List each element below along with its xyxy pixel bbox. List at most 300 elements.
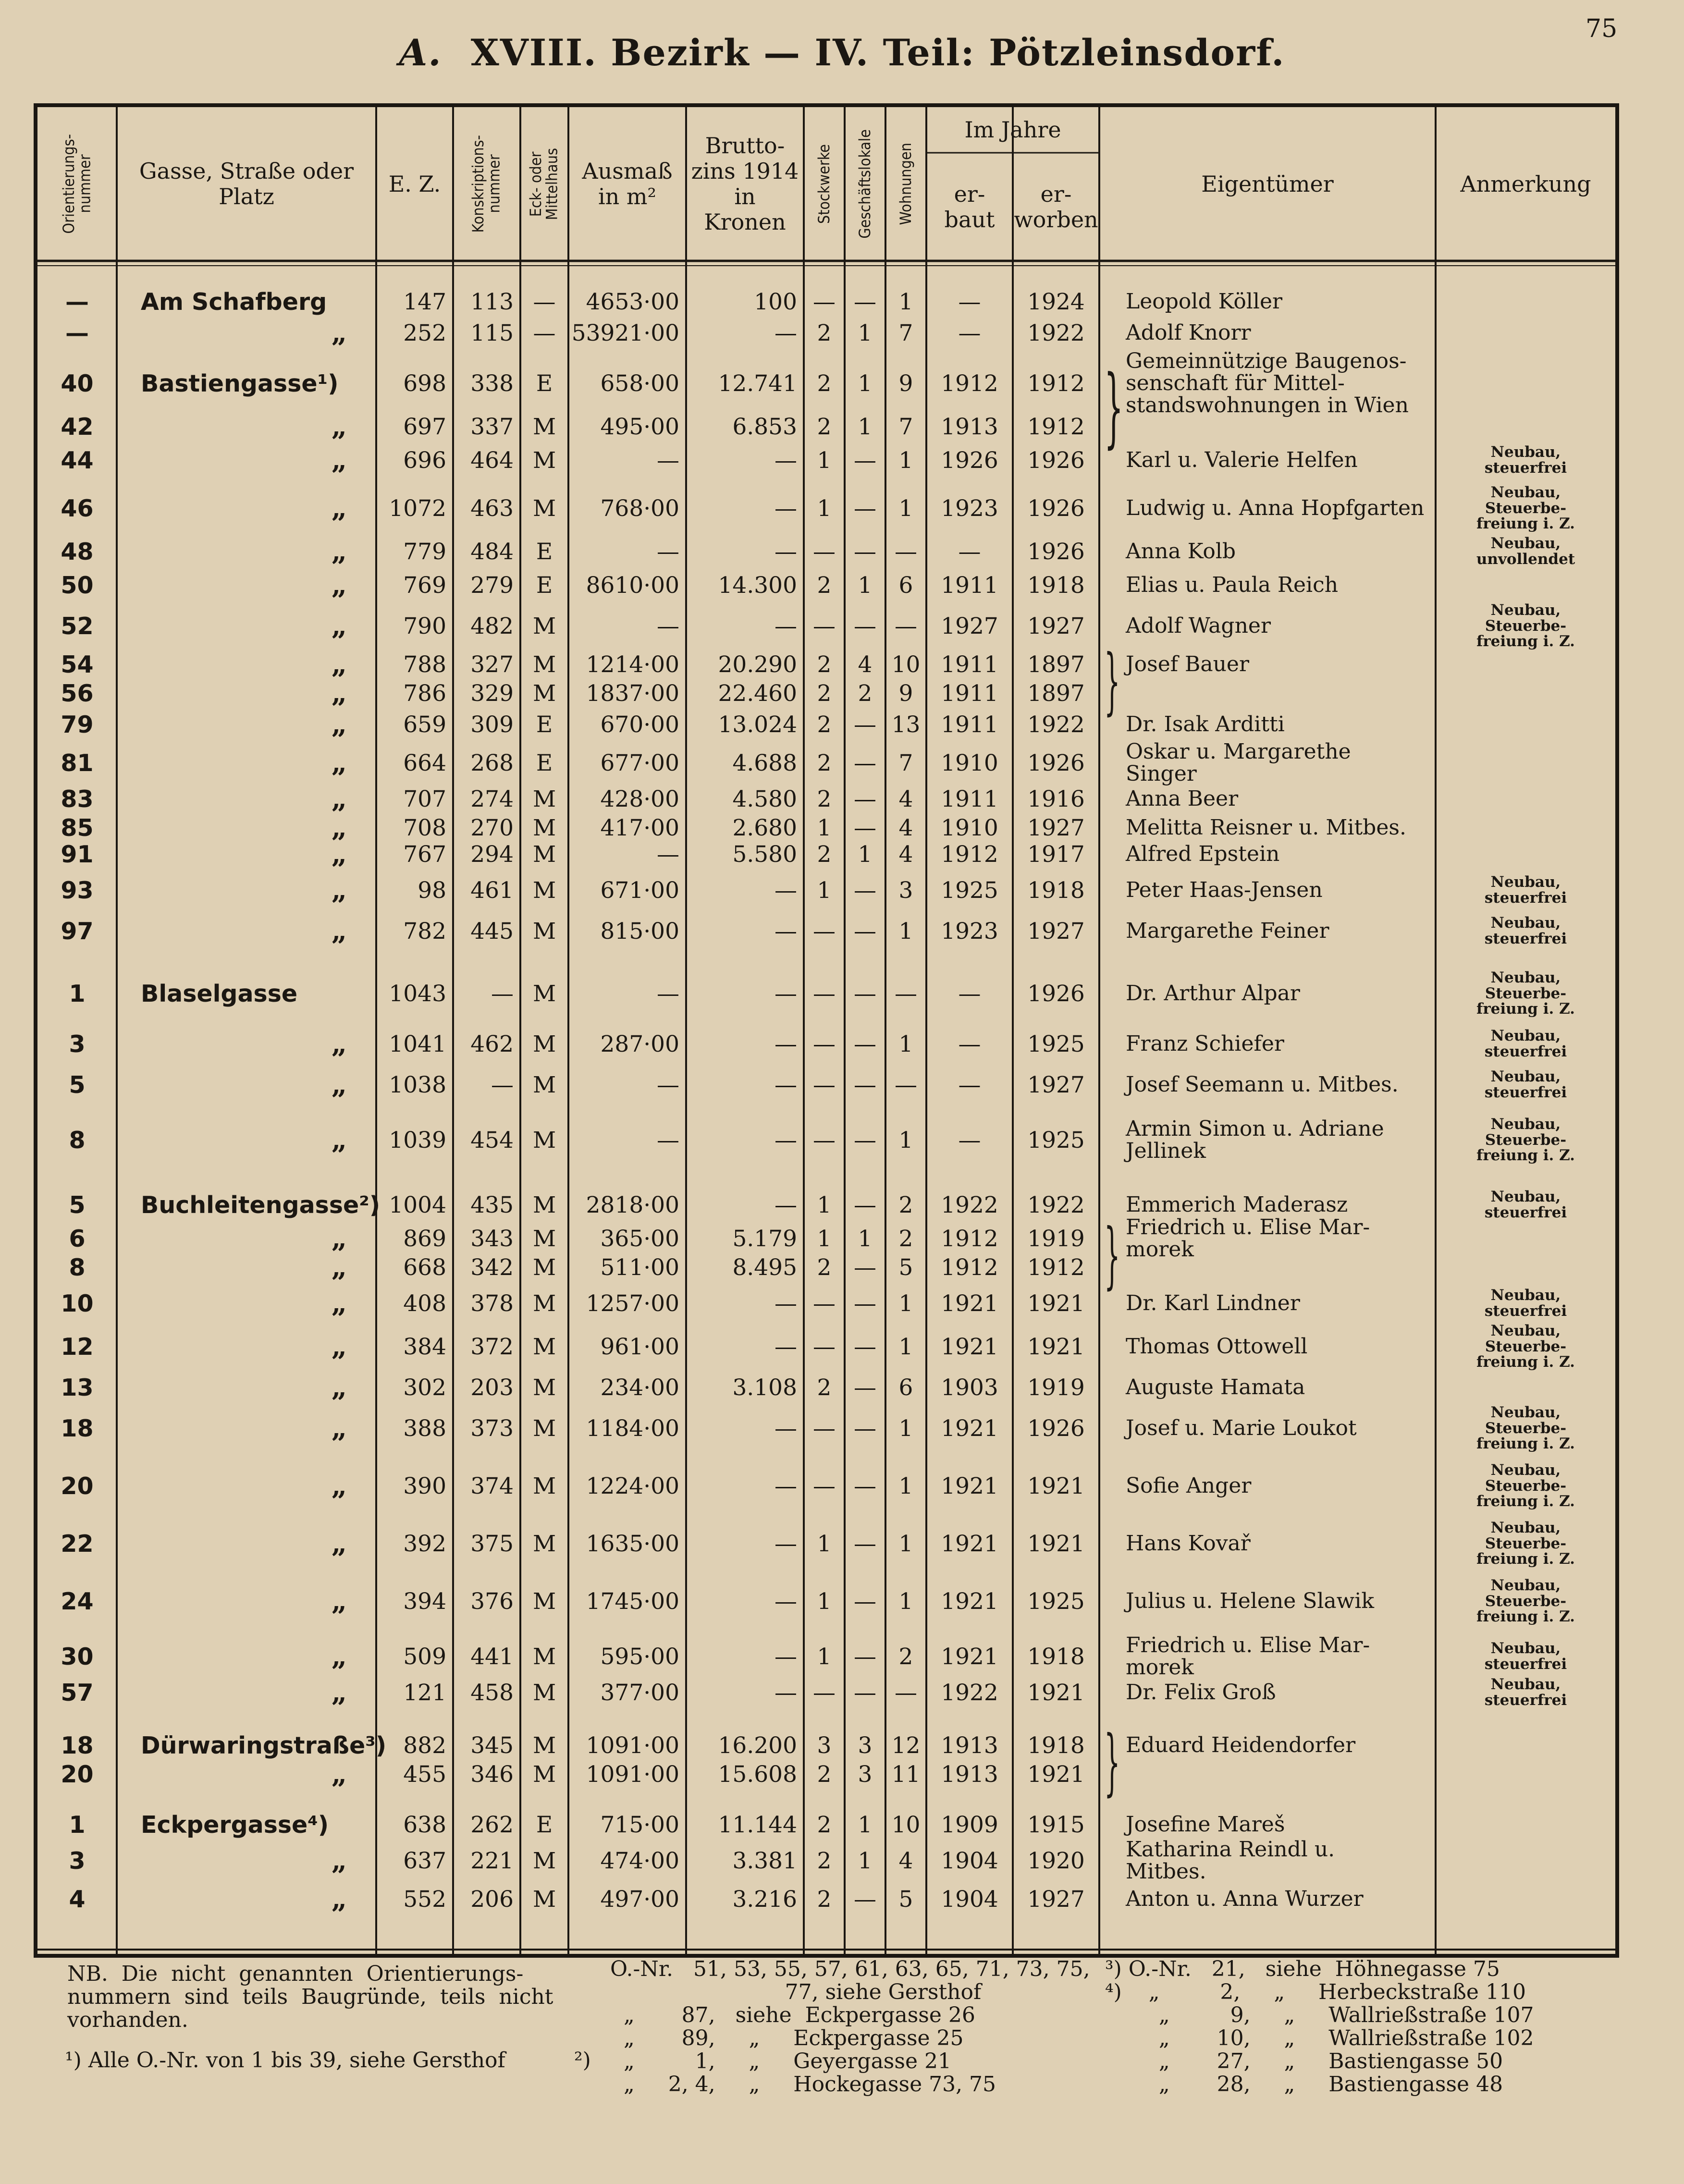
- cell-area: 961·00: [600, 1333, 679, 1360]
- cell-on: 57: [61, 1679, 94, 1706]
- cell-kn: 342: [470, 1254, 514, 1281]
- cell-owner: Armin Simon u. Adriane Jellinek: [1126, 1116, 1384, 1163]
- cell-gl: 1: [858, 413, 873, 440]
- cell-owner: Dr. Arthur Alpar: [1126, 981, 1300, 1006]
- cell-st: 2: [817, 785, 832, 812]
- cell-em: M: [532, 1374, 556, 1401]
- cell-erb: 1926: [941, 447, 998, 474]
- cell-gl: —: [854, 495, 876, 522]
- cell-area: 497·00: [600, 1886, 679, 1913]
- owner-brace: }: [1104, 1214, 1120, 1297]
- cell-on: 5: [69, 1191, 86, 1219]
- cell-area: 53921·00: [571, 319, 679, 346]
- cell-area: —: [657, 613, 679, 639]
- cell-ez: 1043: [389, 980, 446, 1007]
- cell-on: 3: [69, 1847, 86, 1875]
- cell-erw: 1926: [1027, 1415, 1085, 1442]
- cell-em: M: [532, 1333, 556, 1360]
- cell-area: 1184·00: [586, 1415, 679, 1442]
- cell-erb: —: [958, 1071, 981, 1098]
- cell-kn: 441: [470, 1643, 514, 1670]
- cell-street: „: [331, 1124, 347, 1156]
- cell-erb: —: [958, 1031, 981, 1057]
- cell-gl: —: [854, 1472, 876, 1499]
- cell-ez: 788: [403, 651, 446, 678]
- cell-area: 671·00: [600, 877, 679, 904]
- cell-gl: 3: [858, 1732, 873, 1759]
- cell-erb: —: [958, 288, 981, 315]
- cell-wo: —: [895, 1679, 917, 1706]
- cell-ez: 552: [403, 1886, 446, 1913]
- cell-wo: 13: [891, 711, 921, 738]
- cell-st: 2: [817, 711, 832, 738]
- cell-st: 2: [817, 1374, 832, 1401]
- cell-street: Am Schafberg: [141, 288, 327, 316]
- cell-gl: 2: [858, 680, 873, 707]
- cell-erw: 1925: [1027, 1031, 1085, 1057]
- cell-note: Neubau, Steuerbe- freiung i. Z.: [1476, 1322, 1575, 1371]
- cell-gl: —: [854, 980, 876, 1007]
- cell-street: „: [331, 1883, 347, 1915]
- cell-gl: 1: [858, 319, 873, 346]
- cell-erb: 1921: [941, 1415, 998, 1442]
- cell-gl: —: [854, 1588, 876, 1615]
- cell-erw: 1924: [1027, 288, 1085, 315]
- cell-wo: 6: [898, 572, 913, 599]
- cell-st: —: [813, 1127, 836, 1153]
- cell-erb: 1911: [941, 572, 998, 599]
- cell-wo: 4: [898, 841, 913, 868]
- cell-zins: —: [774, 1588, 797, 1615]
- cell-em: E: [536, 1811, 553, 1838]
- cell-wo: 6: [898, 1374, 913, 1401]
- header-wohnungen: Wohnungen: [896, 143, 915, 225]
- cell-gl: 1: [858, 1811, 873, 1838]
- cell-on: 56: [61, 679, 94, 707]
- cell-owner: Thomas Ottowell: [1126, 1334, 1308, 1359]
- cell-zins: —: [774, 613, 797, 639]
- cell-erw: 1927: [1027, 613, 1085, 639]
- cell-kn: 262: [470, 1811, 514, 1838]
- cell-kn: 374: [470, 1472, 514, 1499]
- cell-erb: 1912: [941, 1254, 998, 1281]
- cell-wo: 1: [898, 1530, 913, 1557]
- cell-erw: 1921: [1027, 1530, 1085, 1557]
- cell-gl: —: [854, 1290, 876, 1317]
- cell-erb: 1921: [941, 1472, 998, 1499]
- cell-area: 234·00: [600, 1374, 679, 1401]
- cell-st: 2: [817, 1761, 832, 1788]
- cell-ez: 697: [403, 413, 446, 440]
- cell-gl: 1: [858, 370, 873, 397]
- header-stockwerke: Stockwerke: [814, 144, 833, 224]
- cell-owner: Friedrich u. Elise Mar- morek: [1126, 1632, 1370, 1680]
- cell-st: —: [813, 918, 836, 945]
- cell-gl: 1: [858, 1847, 873, 1874]
- cell-erw: 1926: [1027, 980, 1085, 1007]
- cell-kn: 461: [470, 877, 514, 904]
- cell-gl: 1: [858, 841, 873, 868]
- cell-st: 1: [817, 814, 832, 841]
- cell-wo: 2: [898, 1643, 913, 1670]
- cell-zins: —: [774, 1127, 797, 1153]
- cell-street: „: [331, 649, 347, 680]
- cell-kn: 462: [470, 1031, 514, 1057]
- cell-on: 4: [69, 1885, 86, 1913]
- cell-street: „: [331, 1331, 347, 1362]
- cell-st: 1: [817, 1588, 832, 1615]
- cell-on: 8: [69, 1253, 86, 1281]
- cell-em: M: [532, 413, 556, 440]
- cell-em: M: [532, 1415, 556, 1442]
- cell-ez: 708: [403, 814, 446, 841]
- cell-kn: 378: [470, 1290, 514, 1317]
- cell-kn: 445: [470, 918, 514, 945]
- cell-area: 1837·00: [586, 680, 679, 707]
- cell-wo: 1: [898, 1333, 913, 1360]
- cell-erw: 1922: [1027, 319, 1085, 346]
- cell-zins: 15.608: [718, 1761, 797, 1788]
- cell-wo: 11: [891, 1761, 921, 1788]
- cell-erw: 1918: [1027, 1643, 1085, 1670]
- cell-street: „: [331, 1288, 347, 1319]
- header-anmerkung: Anmerkung: [1460, 171, 1591, 197]
- cell-street: Dürwaringstraße³): [141, 1731, 387, 1759]
- cell-zins: 13.024: [718, 711, 797, 738]
- cell-st: 1: [817, 1530, 832, 1557]
- cell-erb: 1921: [941, 1643, 998, 1670]
- cell-em: M: [532, 1761, 556, 1788]
- cell-note: Neubau, Steuerbe- freiung i. Z.: [1476, 969, 1575, 1018]
- cell-erw: 1927: [1027, 1071, 1085, 1098]
- cell-area: 495·00: [600, 413, 679, 440]
- cell-em: M: [532, 814, 556, 841]
- cell-area: —: [657, 1127, 679, 1153]
- cell-note: Neubau, steuerfrei: [1484, 1188, 1567, 1221]
- cell-area: 677·00: [600, 749, 679, 776]
- cell-area: 1257·00: [586, 1290, 679, 1317]
- cell-owner: Ludwig u. Anna Hopfgarten: [1126, 495, 1425, 520]
- cell-area: 658·00: [600, 370, 679, 397]
- cell-wo: 7: [898, 413, 913, 440]
- cell-street: „: [331, 1585, 347, 1617]
- cell-area: 474·00: [600, 1847, 679, 1874]
- cell-erw: 1921: [1027, 1333, 1085, 1360]
- cell-erb: 1923: [941, 495, 998, 522]
- cell-on: —: [65, 288, 89, 316]
- cell-kn: 221: [470, 1847, 514, 1874]
- cell-owner: Franz Schiefer: [1126, 1031, 1284, 1056]
- cell-street: Buchleitengasse²): [141, 1191, 381, 1219]
- cell-erw: 1912: [1027, 1254, 1085, 1281]
- cell-ez: 1072: [389, 495, 446, 522]
- cell-on: 5: [69, 1071, 86, 1099]
- cell-kn: 345: [470, 1732, 514, 1759]
- cell-owner: Josefine Mareš: [1126, 1812, 1285, 1837]
- cell-erw: 1916: [1027, 785, 1085, 812]
- cell-zins: —: [774, 1643, 797, 1670]
- cell-kn: —: [491, 1071, 514, 1098]
- cell-zins: —: [774, 319, 797, 346]
- cell-wo: 7: [898, 319, 913, 346]
- cell-street: „: [331, 317, 347, 349]
- cell-erw: 1926: [1027, 495, 1085, 522]
- cell-owner: Melitta Reisner u. Mitbes.: [1126, 815, 1406, 840]
- cell-kn: 458: [470, 1679, 514, 1706]
- cell-zins: —: [774, 1472, 797, 1499]
- cell-erb: 1904: [941, 1847, 998, 1874]
- cell-owner: Karl u. Valerie Helfen: [1126, 447, 1358, 472]
- cell-owner: Katharina Reindl u. Mitbes.: [1126, 1837, 1335, 1884]
- cell-note: Neubau, steuerfrei: [1484, 1068, 1567, 1101]
- cell-zins: —: [774, 1530, 797, 1557]
- cell-st: 2: [817, 680, 832, 707]
- cell-gl: —: [854, 877, 876, 904]
- cell-on: 18: [61, 1731, 94, 1759]
- cell-ez: 782: [403, 918, 446, 945]
- cell-street: „: [331, 838, 347, 870]
- cell-wo: 1: [898, 1031, 913, 1057]
- cell-gl: —: [854, 1415, 876, 1442]
- cell-zins: 20.290: [718, 651, 797, 678]
- cell-st: —: [813, 1333, 836, 1360]
- cell-erw: 1919: [1027, 1225, 1085, 1252]
- cell-owner: Oskar u. Margarethe Singer: [1126, 739, 1351, 786]
- cell-em: E: [536, 572, 553, 599]
- cell-st: 2: [817, 749, 832, 776]
- cell-zins: —: [774, 980, 797, 1007]
- cell-ez: 637: [403, 1847, 446, 1874]
- cell-erb: 1910: [941, 814, 998, 841]
- cell-st: —: [813, 1290, 836, 1317]
- cell-erw: 1919: [1027, 1374, 1085, 1401]
- cell-owner: Josef Bauer: [1126, 651, 1249, 676]
- cell-ez: 394: [403, 1588, 446, 1615]
- cell-em: M: [532, 613, 556, 639]
- cell-street: „: [331, 1758, 347, 1790]
- cell-st: 1: [817, 877, 832, 904]
- cell-area: —: [657, 980, 679, 1007]
- cell-wo: 1: [898, 447, 913, 474]
- cell-erb: —: [958, 1127, 981, 1153]
- cell-gl: —: [854, 711, 876, 738]
- cell-gl: 1: [858, 572, 873, 599]
- cell-em: M: [532, 1472, 556, 1499]
- cell-gl: —: [854, 918, 876, 945]
- cell-st: 1: [817, 1225, 832, 1252]
- cell-st: —: [813, 980, 836, 1007]
- cell-street: „: [331, 569, 347, 601]
- cell-em: M: [532, 651, 556, 678]
- cell-zins: 100: [754, 288, 797, 315]
- cell-erb: 1921: [941, 1588, 998, 1615]
- cell-wo: 1: [898, 1472, 913, 1499]
- cell-area: 365·00: [600, 1225, 679, 1252]
- cell-erb: 1913: [941, 1732, 998, 1759]
- cell-owner: Adolf Wagner: [1126, 613, 1271, 638]
- cell-on: 42: [61, 413, 94, 441]
- cell-wo: —: [895, 980, 917, 1007]
- cell-note: Neubau, steuerfrei: [1484, 443, 1567, 477]
- cell-gl: —: [854, 447, 876, 474]
- cell-owner: Dr. Karl Lindner: [1126, 1290, 1300, 1315]
- cell-owner: Dr. Isak Arditti: [1126, 712, 1285, 736]
- cell-area: 1214·00: [586, 651, 679, 678]
- header-geschaeftslokale: Geschäftslokale: [855, 129, 874, 239]
- cell-erb: 1913: [941, 413, 998, 440]
- cell-area: 428·00: [600, 785, 679, 812]
- cell-on: 8: [69, 1126, 86, 1154]
- cell-zins: 11.144: [718, 1811, 797, 1838]
- cell-em: E: [536, 711, 553, 738]
- cell-note: Neubau, steuerfrei: [1484, 1287, 1567, 1320]
- cell-em: M: [532, 1732, 556, 1759]
- cell-st: —: [813, 1071, 836, 1098]
- cell-ez: 121: [403, 1679, 446, 1706]
- cell-owner: Hans Kovař: [1126, 1531, 1251, 1556]
- cell-st: 2: [817, 370, 832, 397]
- cell-erb: 1910: [941, 749, 998, 776]
- cell-street: „: [331, 783, 347, 815]
- cell-on: 83: [61, 785, 94, 813]
- cell-erw: 1922: [1027, 711, 1085, 738]
- cell-owner: Anton u. Anna Wurzer: [1126, 1886, 1364, 1911]
- cell-ez: 1004: [389, 1191, 446, 1218]
- cell-kn: 274: [470, 785, 514, 812]
- cell-street: „: [331, 677, 347, 709]
- cell-area: 1224·00: [586, 1472, 679, 1499]
- cell-note: Neubau, Steuerbe- freiung i. Z.: [1476, 1404, 1575, 1453]
- cell-on: 18: [61, 1414, 94, 1442]
- cell-wo: 1: [898, 1415, 913, 1442]
- cell-area: 8610·00: [586, 572, 679, 599]
- cell-zins: 22.460: [718, 680, 797, 707]
- cell-gl: —: [854, 1530, 876, 1557]
- cell-gl: —: [854, 1254, 876, 1281]
- cell-em: M: [532, 980, 556, 1007]
- cell-st: —: [813, 288, 836, 315]
- cell-owner: Leopold Köller: [1126, 289, 1283, 314]
- cell-gl: —: [854, 1643, 876, 1670]
- cell-kn: 372: [470, 1333, 514, 1360]
- cell-erw: 1927: [1027, 918, 1085, 945]
- cell-kn: 463: [470, 495, 514, 522]
- header-orientierung: Orientierungs- nummer: [59, 134, 94, 234]
- cell-area: 4653·00: [586, 288, 679, 315]
- cell-erw: 1920: [1027, 1847, 1085, 1874]
- cell-ez: 384: [403, 1333, 446, 1360]
- cell-em: M: [532, 1071, 556, 1098]
- cell-ez: 252: [403, 319, 446, 346]
- cell-st: 1: [817, 1191, 832, 1218]
- cell-em: M: [532, 1191, 556, 1218]
- header-eck: Eck- oder Mittelhaus: [527, 147, 561, 221]
- cell-kn: 329: [470, 680, 514, 707]
- cell-on: 10: [61, 1289, 94, 1317]
- cell-st: 2: [817, 1811, 832, 1838]
- cell-st: 3: [817, 1732, 832, 1759]
- cell-on: —: [65, 319, 89, 347]
- cell-on: 30: [61, 1643, 94, 1670]
- cell-st: 2: [817, 1886, 832, 1913]
- cell-em: M: [532, 1290, 556, 1317]
- cell-on: 3: [69, 1030, 86, 1058]
- footnote-1: ¹) Alle O.-Nr. von 1 bis 39, siehe Gersthof: [65, 2048, 505, 2073]
- cell-st: 1: [817, 1643, 832, 1670]
- page-number: 75: [1586, 14, 1618, 43]
- cell-erw: 1921: [1027, 1290, 1085, 1317]
- cell-erw: 1912: [1027, 413, 1085, 440]
- cell-em: M: [532, 1588, 556, 1615]
- cell-em: M: [532, 1530, 556, 1557]
- cell-erw: 1918: [1027, 572, 1085, 599]
- cell-em: M: [532, 877, 556, 904]
- cell-kn: 203: [470, 1374, 514, 1401]
- cell-gl: —: [854, 1679, 876, 1706]
- cell-wo: —: [895, 613, 917, 639]
- cell-owner: Josef u. Marie Loukot: [1126, 1415, 1357, 1440]
- cell-area: —: [657, 447, 679, 474]
- cell-area: 715·00: [600, 1811, 679, 1838]
- cell-note: Neubau, steuerfrei: [1484, 873, 1567, 907]
- cell-on: 48: [61, 538, 94, 565]
- cell-owner: Sofie Anger: [1126, 1473, 1252, 1498]
- cell-area: 1635·00: [586, 1530, 679, 1557]
- footnote-column-3: ³) O.-Nr. 21, siehe Höhnegasse 75 ⁴) „ 2, „ Herbeckstraße 110 „ 9, „ Wallrießstraße 107 „ 10, „ Wallrießstraße 102 „ 27, „ Bastiengasse 50 „ 28, „ Bastiengasse 48: [1105, 1957, 1534, 2097]
- cell-owner: Anna Kolb: [1126, 539, 1236, 564]
- cell-zins: —: [774, 1191, 797, 1218]
- header-gasse: Gasse, Straße oder Platz: [139, 158, 354, 209]
- cell-note: Neubau, Steuerbe- freiung i. Z.: [1476, 484, 1575, 533]
- cell-erb: 1923: [941, 918, 998, 945]
- cell-street: Eckpergasse⁴): [141, 1811, 329, 1839]
- cell-zins: —: [774, 877, 797, 904]
- cell-em: —: [533, 288, 556, 315]
- cell-on: 97: [61, 917, 94, 945]
- cell-area: 595·00: [600, 1643, 679, 1670]
- cell-erb: 1921: [941, 1530, 998, 1557]
- cell-erb: 1911: [941, 785, 998, 812]
- cell-erb: —: [958, 538, 981, 565]
- cell-owner: Julius u. Helene Slawik: [1126, 1588, 1375, 1613]
- cell-street: „: [331, 492, 347, 524]
- cell-st: 1: [817, 447, 832, 474]
- cell-street: „: [331, 1528, 347, 1559]
- cell-ez: 707: [403, 785, 446, 812]
- cell-erw: 1918: [1027, 1732, 1085, 1759]
- cell-erb: 1927: [941, 613, 998, 639]
- cell-kn: 435: [470, 1191, 514, 1218]
- cell-erb: 1921: [941, 1290, 998, 1317]
- cell-street: „: [331, 1252, 347, 1283]
- cell-area: 1091·00: [586, 1732, 679, 1759]
- cell-wo: 1: [898, 1127, 913, 1153]
- cell-zins: —: [774, 918, 797, 945]
- cell-area: 1091·00: [586, 1761, 679, 1788]
- cell-kn: 327: [470, 651, 514, 678]
- cell-zins: 5.179: [732, 1225, 797, 1252]
- cell-kn: 373: [470, 1415, 514, 1442]
- cell-street: „: [331, 1845, 347, 1877]
- cell-on: 20: [61, 1760, 94, 1788]
- cell-owner: Gemeinnützige Baugenos- senschaft für Mittel- standswohnungen in Wien: [1126, 348, 1409, 418]
- header-erbaut: er- baut: [944, 181, 995, 233]
- cell-em: E: [536, 749, 553, 776]
- cell-gl: —: [854, 613, 876, 639]
- cell-st: —: [813, 1679, 836, 1706]
- cell-on: 13: [61, 1374, 94, 1401]
- cell-gl: —: [854, 1031, 876, 1057]
